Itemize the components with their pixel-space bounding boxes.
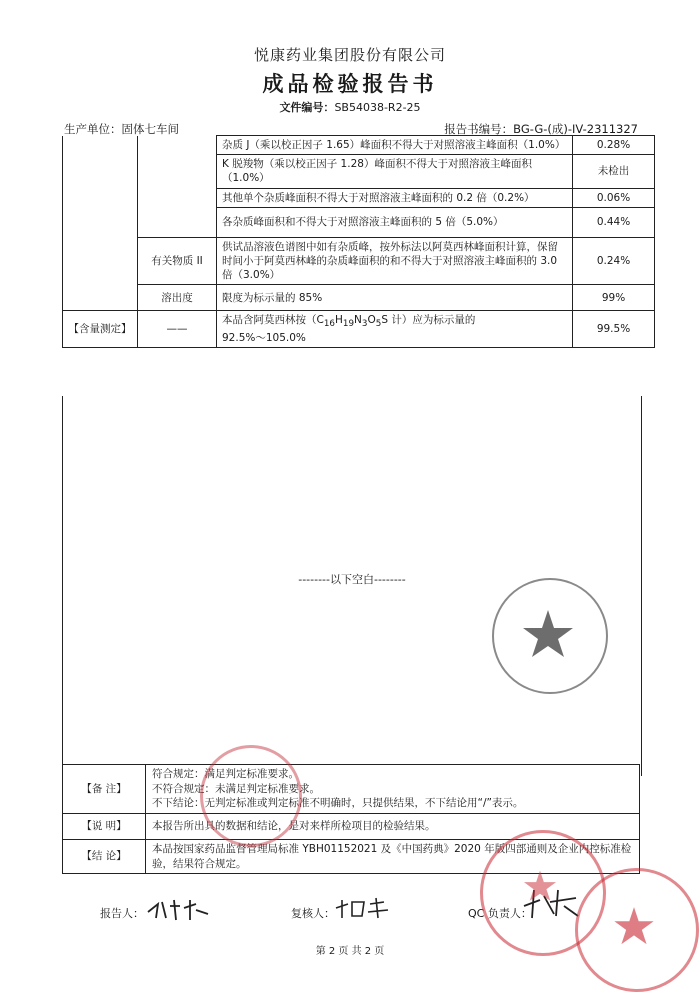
assay-result: 99.5% bbox=[573, 311, 655, 348]
reviewer-signature bbox=[334, 896, 390, 920]
formula-sub: 5 bbox=[375, 319, 382, 330]
formula-element: O bbox=[367, 314, 376, 327]
result-cell: 0.28% bbox=[573, 136, 655, 155]
assay-text: S 计）应为标示量的 bbox=[381, 314, 476, 327]
reporter-signature bbox=[146, 896, 210, 922]
assay-dash: —— bbox=[138, 311, 217, 348]
assay-text: 本品含阿莫西林按（C bbox=[222, 314, 324, 327]
remark-line: 不下结论：无判定标准或判定标准不明确时，只提供结果，不下结论用“/”表示。 bbox=[152, 797, 524, 810]
conclusion-label: 【结 论】 bbox=[63, 840, 146, 874]
criteria-cell: 供试品溶液色谱图中如有杂质峰，按外标法以阿莫西林峰面积计算，保留时间小于阿莫西林峰的杂质峰面积的和不得大于对照溶液主峰面积的 3.0 倍（3.0%） bbox=[217, 237, 573, 285]
reviewer-label: 复核人： bbox=[291, 907, 335, 920]
table-row bbox=[63, 765, 640, 814]
document-number bbox=[0, 99, 700, 115]
qc-stamp bbox=[200, 745, 302, 847]
table-row bbox=[63, 136, 655, 155]
assay-label: 【含量测定】 bbox=[63, 311, 138, 348]
table-row bbox=[63, 311, 655, 348]
criteria-cell: K 脱羧物（乘以校正因子 1.28）峰面积不得大于对照溶液主峰面积（1.0%） bbox=[217, 155, 573, 188]
note-content: 本报告所出具的数据和结论，是对来样所检项目的检验结果。 bbox=[146, 814, 640, 840]
test-results-table bbox=[62, 135, 655, 348]
assay-criteria bbox=[217, 311, 573, 348]
item-cell: 溶出度 bbox=[138, 285, 217, 311]
table-row bbox=[63, 237, 655, 285]
criteria-cell: 杂质 J（乘以校正因子 1.65）峰面积不得大于对照溶液主峰面积（1.0%） bbox=[217, 136, 573, 155]
formula-sub: 3 bbox=[361, 319, 368, 330]
formula-element: N bbox=[354, 314, 362, 327]
item-cell: 有关物质 II bbox=[138, 237, 217, 285]
result-cell: 0.06% bbox=[573, 188, 655, 207]
report-title: 成品检验报告书 bbox=[262, 72, 438, 96]
reporter-label: 报告人： bbox=[100, 907, 144, 920]
formula-element: H bbox=[334, 314, 343, 327]
criteria-cell: 限度为标示量的 85% bbox=[217, 285, 573, 311]
result-cell: 99% bbox=[573, 285, 655, 311]
remark-line: 符合规定：满足判定标准要求。 bbox=[152, 768, 299, 780]
remark-label: 【备 注】 bbox=[63, 765, 146, 814]
item-cell bbox=[138, 136, 217, 238]
result-cell: 0.24% bbox=[573, 237, 655, 285]
document-number-value: SB54038-R2-25 bbox=[334, 101, 421, 114]
blank-marker: --------以下空白-------- bbox=[298, 573, 406, 586]
company-name: 悦康药业集团股份有限公司 bbox=[253, 46, 446, 64]
formula-sub: 16 bbox=[323, 319, 335, 330]
category-cell bbox=[63, 136, 138, 311]
page-number: 第 2 页 共 2 页 bbox=[315, 946, 385, 957]
formula-sub: 19 bbox=[342, 319, 355, 330]
note-label: 【说 明】 bbox=[63, 814, 146, 840]
result-cell: 未检出 bbox=[573, 155, 655, 188]
report-number: 报告书编号：BG-G-(成)-IV-2311327 bbox=[444, 122, 638, 136]
assay-range: 92.5%～105.0% bbox=[222, 332, 306, 345]
criteria-cell: 各杂质峰面积和不得大于对照溶液主峰面积的 5 倍（5.0%） bbox=[217, 207, 573, 237]
conclusion-content: 本品按国家药品监督管理局标准 YBH01152021 及《中国药典》2020 年版四部通则及企业内控标准检验，结果符合规定。 bbox=[146, 840, 640, 874]
qc-manager-label: QC 负责人： bbox=[468, 907, 532, 920]
table-row bbox=[63, 285, 655, 311]
remark-line: 不符合规定：未满足判定标准要求。 bbox=[152, 782, 320, 795]
production-unit: 生产单位：固体七车间 bbox=[64, 122, 179, 136]
document-number-label: 文件编号： bbox=[279, 101, 335, 114]
stamp-star-icon bbox=[522, 868, 558, 904]
seal-star-icon bbox=[520, 606, 576, 662]
criteria-cell: 其他单个杂质峰面积不得大于对照溶液主峰面积的 0.2 倍（0.2%） bbox=[217, 188, 573, 207]
result-cell: 0.44% bbox=[573, 207, 655, 237]
